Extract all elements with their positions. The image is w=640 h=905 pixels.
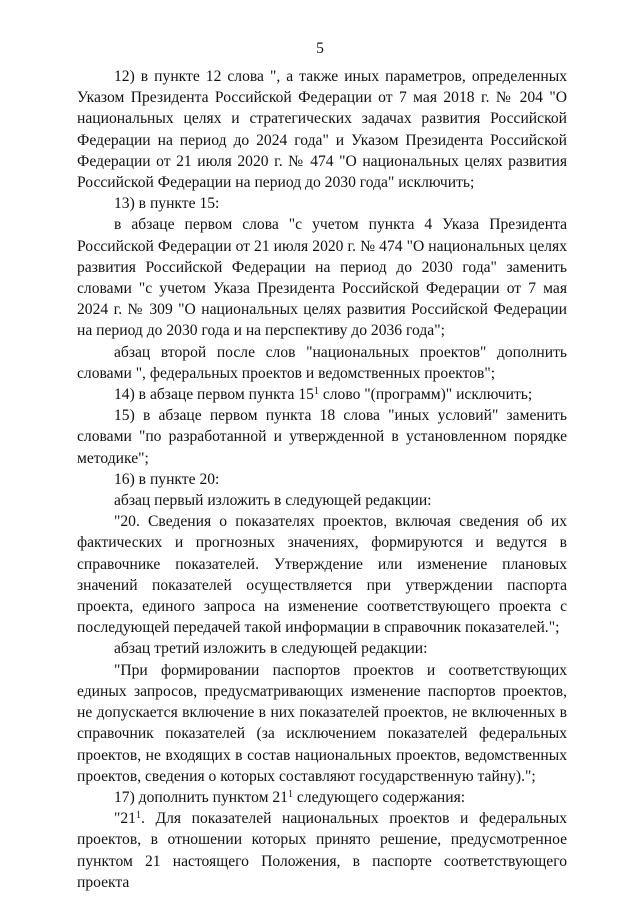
paragraph-14-superscript: 1 — [313, 386, 319, 398]
paragraph-12-item: 12) в пункте 12 слова ", а также иных параметров, определенных Указом Президента Российской Федерации от 7 мая 2018 г. № 204 "О национальных целях и стратегических задачах развития Российской Федерации на период до 2024 года" и Указом Президента Российской Федерации от 21 июля 2020 г. № 474 "О национальных целях развития Российской Федерации на период до 2030 года" исключить; — [77, 68, 567, 192]
point-21-1-superscript: 1 — [135, 810, 141, 822]
paragraph-16-third-abzac-quote: "При формировании паспортов проектов и соответствующих единых запросов, предусматривающих изменение паспортов проектов, не допускается включение в них показателей проектов, не включенных в справочник показателей (за исключением показателей федеральных проектов, не входящих в состав национальных проектов, ведомственных проектов, сведения о которых составляют государственную тайну)."; — [77, 661, 567, 785]
paragraph-17-text-after: следующего содержания: — [292, 788, 466, 806]
paragraph-17-point-21-1-quote — [77, 808, 567, 893]
paragraph-15-item: 15) в абзаце первом пункта 18 слова "иных условий" заменить словами "по разработанной и утвержденной в установленном порядке методике"; — [77, 407, 567, 467]
paragraph-13-item: 13) в пункте 15: — [114, 195, 220, 213]
point-21-1-number: "21 — [114, 810, 136, 828]
paragraph-16-item: 16) в пункте 20: — [114, 470, 220, 488]
paragraph-16-third-abzac-intro: абзац третий изложить в следующей редакции: — [114, 640, 428, 658]
paragraph-13-first-abzac: в абзаце первом слова "с учетом пункта 4 Указа Президента Российской Федерации от 21 июля 2020 г. № 474 "О национальных целях развития Российской Федерации на период до 2030 года" заменить словами "с учетом Указа Президента Российской Федерации от 7 мая 2024 г. № 309 "О национальных целях развития Российской Федерации на период до 2030 года и на перспективу до 2036 года"; — [77, 216, 567, 340]
paragraph-17-item — [77, 787, 567, 808]
page-number: 5 — [316, 40, 324, 57]
point-21-1-text: . Для показателей национальных проектов и федеральных проектов, в отношении которых принято решение, предусмотренное пунктом 21 настоящего Положения, в паспорте соответствующего проекта — [77, 810, 567, 891]
paragraph-16-point-20-quote: "20. Сведения о показателях проектов, включая сведения об их фактических и прогнозных значениях, формируются и ведутся в справочнике показателей. Утверждение или изменение плановых значений показателей осуществляется при утверждении паспорта проекта, единого запроса на изменение соответствующего проекта с последующей передачей такой информации в справочник показателей."; — [77, 513, 567, 637]
paragraph-17-superscript: 1 — [287, 788, 293, 800]
paragraph-16-first-abzac-intro: абзац первый изложить в следующей редакции: — [114, 492, 432, 510]
paragraph-14-text-after: слово "(программ)" исключить; — [318, 386, 533, 404]
paragraph-17-text: 17) дополнить пунктом 21 — [114, 788, 288, 806]
document-body — [77, 66, 567, 893]
paragraph-14-text: 14) в абзаце первом пункта 15 — [114, 386, 314, 404]
paragraph-13-second-abzac: абзац второй после слов "национальных проектов" дополнить словами ", федеральных проектов и ведомственных проектов"; — [77, 343, 567, 382]
paragraph-14-item — [77, 384, 567, 405]
